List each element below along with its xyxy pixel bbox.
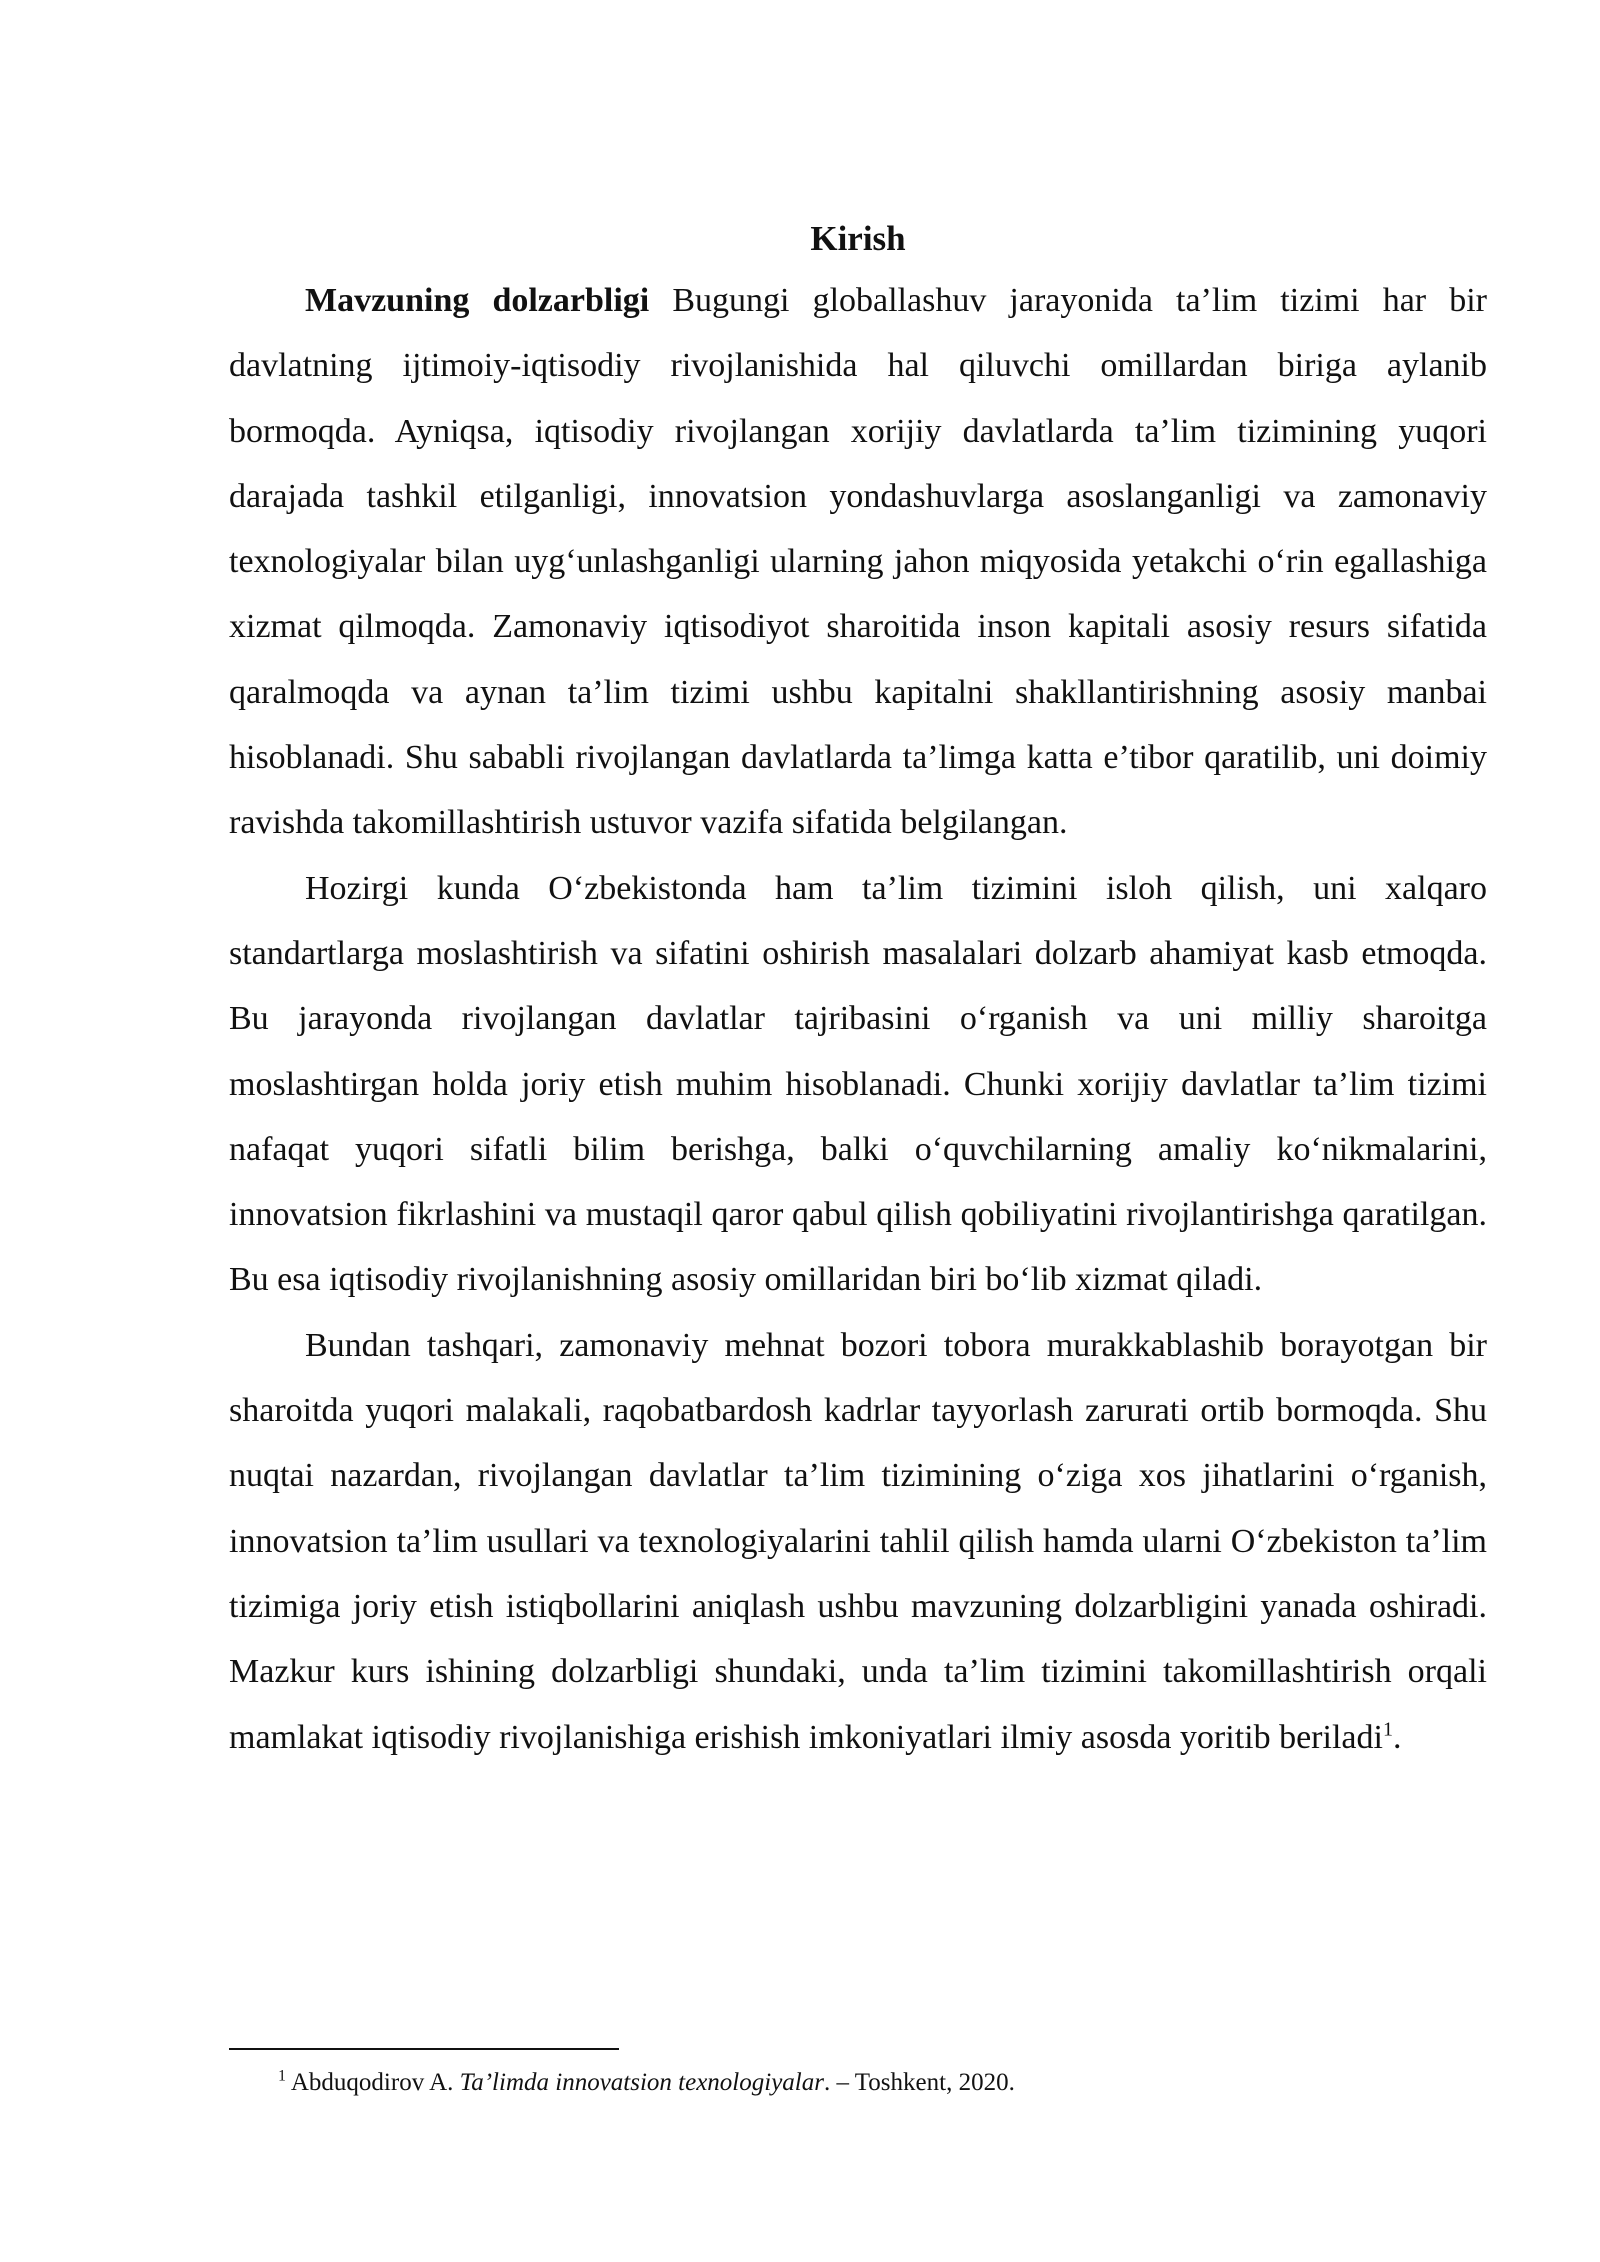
paragraph-uzbekistan-reform — [229, 856, 1487, 1313]
footnote-separator — [229, 2048, 619, 2050]
footnote-marker: 1 — [278, 2067, 286, 2085]
footnote — [278, 2066, 1478, 2100]
paragraph-labor-market — [229, 1313, 1487, 1770]
paragraph-lead-heading: Mavzuning dolzarbligi — [305, 282, 650, 319]
footnote-rest: . – Toshkent, 2020. — [823, 2069, 1015, 2096]
paragraph-text: Hozirgi kunda O‘zbekistonda ham ta’lim tizimini isloh qilish, uni xalqaro standartlarga moslashtirish va sifatini oshirish masalalari dolzarb ahamiyat kasb etmoqda. Bu jarayonda rivojlangan davlatlar tajribasini o‘rganish va uni milliy sharoitga moslashtirgan holda joriy etish muhim hisoblanadi. Chunki xorijiy davlatlar ta’lim tizimi nafaqat yuqori sifatli bilim berishga, balki o‘quvchilarning amaliy ko‘nikmalarini, innovatsion fikrlashini va mustaqil qaror qabul qilish qobiliyatini rivojlantirishga qaratilgan. Bu esa iqtisodiy rivojlanishning asosiy omillaridan biri bo‘lib xizmat qiladi. — [229, 869, 1487, 1299]
paragraph-text: Bundan tashqari, zamonaviy mehnat bozori tobora murakkablashib borayotgan bir sharoitda yuqori malakali, raqobatbardosh kadrlar tayyorlash zarurati ortib bormoqda. Shu nuqtai nazardan, rivojlangan davlatlar ta’lim tizimining o‘ziga xos jihatlarini o‘rganish, innovatsion ta’lim usullari va texnologiyalarini tahlil qilish hamda ularni O‘zbekiston ta’lim tizimiga joriy etish istiqbollarini aniqlash ushbu mavzuning dolzarbligini yanada oshiradi. Mazkur kurs ishining dolzarbligi shundaki, unda ta’lim tizimini takomillashtirish orqali mamlakat iqtisodiy rivojlanishiga erishish imkoniyatlari ilmiy asosda yoritib beriladi — [229, 1326, 1487, 1756]
paragraph-tail: . — [1392, 1718, 1402, 1756]
footnote-title: Ta’limda innovatsion texnologiyalar — [459, 2069, 824, 2096]
section-title: Kirish — [810, 219, 906, 258]
paragraph-relevance — [229, 268, 1487, 856]
paragraph-text: Bugungi globallashuv jarayonida ta’lim tizimi har bir davlatning ijtimoiy-iqtisodiy rivojlanishida hal qiluvchi omillardan biriga aylanib bormoqda. Ayniqsa, iqtisodiy rivojlangan xorijiy davlatlarda ta’lim tizimining yuqori darajada tashkil etilganligi, innovatsion yondashuvlarga asoslanganligi va zamonaviy texnologiyalar bilan uyg‘unlashganligi ularning jahon miqyosida yetakchi o‘rin egallashiga xizmat qilmoqda. Zamonaviy iqtisodiyot sharoitida inson kapitali asosiy resurs sifatida qaralmoqda va aynan ta’lim tizimi ushbu kapitalni shakllantirishning asosiy manbai hisoblanadi. Shu sababli rivojlangan davlatlarda ta’limga katta e’tibor qaratilib, uni doimiy ravishda takomillashtirish ustuvor vazifa sifatida belgilangan. — [229, 282, 1487, 842]
main-text — [229, 212, 1487, 1770]
footnote-author: Abduqodirov A. — [290, 2069, 454, 2096]
footnote-reference[interactable]: 1 — [1382, 1718, 1393, 1741]
